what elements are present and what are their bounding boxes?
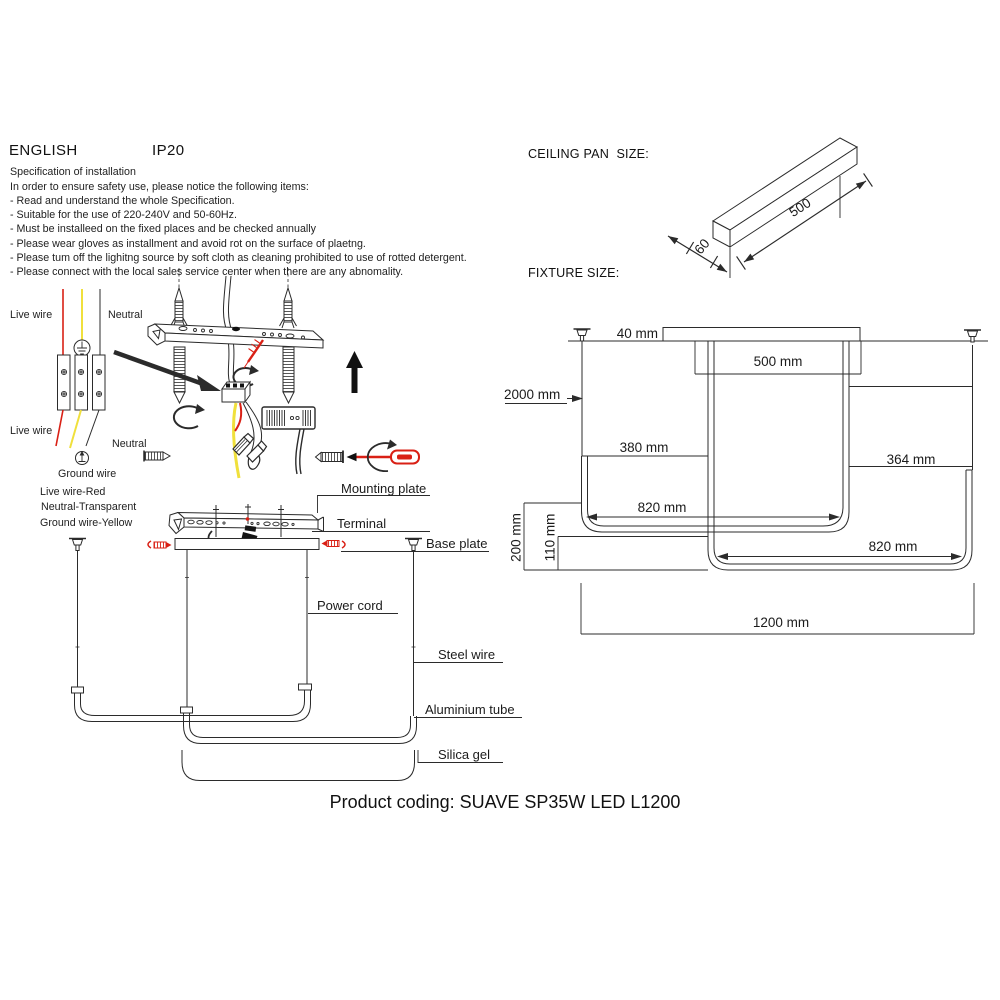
legend-neutral: Neutral-Transparent: [41, 501, 137, 513]
dim-right-offset: 364 mm: [886, 452, 936, 467]
ceiling-pan-title: CEILING PAN SIZE:: [528, 147, 649, 161]
dim-drop-total: 200 mm: [508, 513, 524, 562]
spec-item: - Must be installeed on the fixed places and be checked annually: [10, 223, 316, 236]
spec-title: Specification of installation: [10, 166, 136, 178]
dim-canopy-height: 40 mm: [616, 326, 658, 341]
spec-item: - Please tum off the lighitng source by soft cloth as cleaning prohibited to use of rotted detergent.: [10, 252, 467, 264]
label-steel-wire: Steel wire: [438, 647, 496, 662]
label-ground-wire: Ground wire: [58, 468, 117, 480]
dim-drop-gap: 110 mm: [542, 513, 558, 562]
label-mounting-plate: Mounting plate: [341, 481, 427, 496]
spec-item: - Please connect with the local sales service center when there are any abnomality.: [10, 266, 404, 279]
dim-canopy-length: 500 mm: [753, 354, 803, 369]
page-language: ENGLISH: [9, 142, 78, 159]
spec-item: - Suitable for the use of 220-240V and 50-60Hz.: [10, 209, 237, 222]
label-aluminium-tube: Aluminium tube: [425, 702, 515, 717]
leader-lines: [308, 496, 522, 763]
label-base-plate: Base plate: [426, 536, 488, 551]
fixture-dimension-drawing: [505, 328, 988, 635]
label-neutral-top: Neutral: [108, 309, 143, 321]
install-step-2-assembly: [148, 504, 345, 550]
dim-left-span: 820 mm: [637, 500, 687, 515]
product-coding: Product coding: SUAVE SP35W LED L1200: [329, 792, 681, 812]
label-silica-gel: Silica gel: [438, 747, 491, 762]
spec-item: - Please wear gloves as installment and avoid rot on the surface of plaetng.: [10, 237, 366, 250]
front-view-drawing: [69, 539, 422, 781]
dim-left-offset: 380 mm: [619, 440, 669, 455]
ip-rating: IP20: [152, 142, 185, 159]
fixture-title: FIXTURE SIZE:: [528, 266, 620, 280]
label-power-cord: Power cord: [317, 598, 383, 613]
label-live-wire-top: Live wire: [10, 309, 53, 321]
install-step-1: [148, 268, 419, 478]
dim-suspension: 2000 mm: [504, 387, 561, 402]
dim-pan-depth: 60: [691, 235, 713, 258]
dim-pan-length: 500: [786, 195, 814, 220]
label-neutral-bottom: Neutral: [112, 438, 147, 450]
legend-ground-wire: Ground wire-Yellow: [40, 516, 133, 529]
spec-item: - Read and understand the whole Specification.: [10, 194, 235, 207]
dim-overall-length: 1200 mm: [752, 615, 810, 630]
dim-right-span: 820 mm: [868, 539, 918, 554]
legend-live-wire: Live wire-Red: [40, 485, 106, 498]
label-terminal: Terminal: [337, 516, 387, 531]
spec-intro: In order to ensure safety use, please notice the following items:: [10, 180, 309, 193]
label-live-wire-bottom: Live wire: [10, 425, 53, 437]
